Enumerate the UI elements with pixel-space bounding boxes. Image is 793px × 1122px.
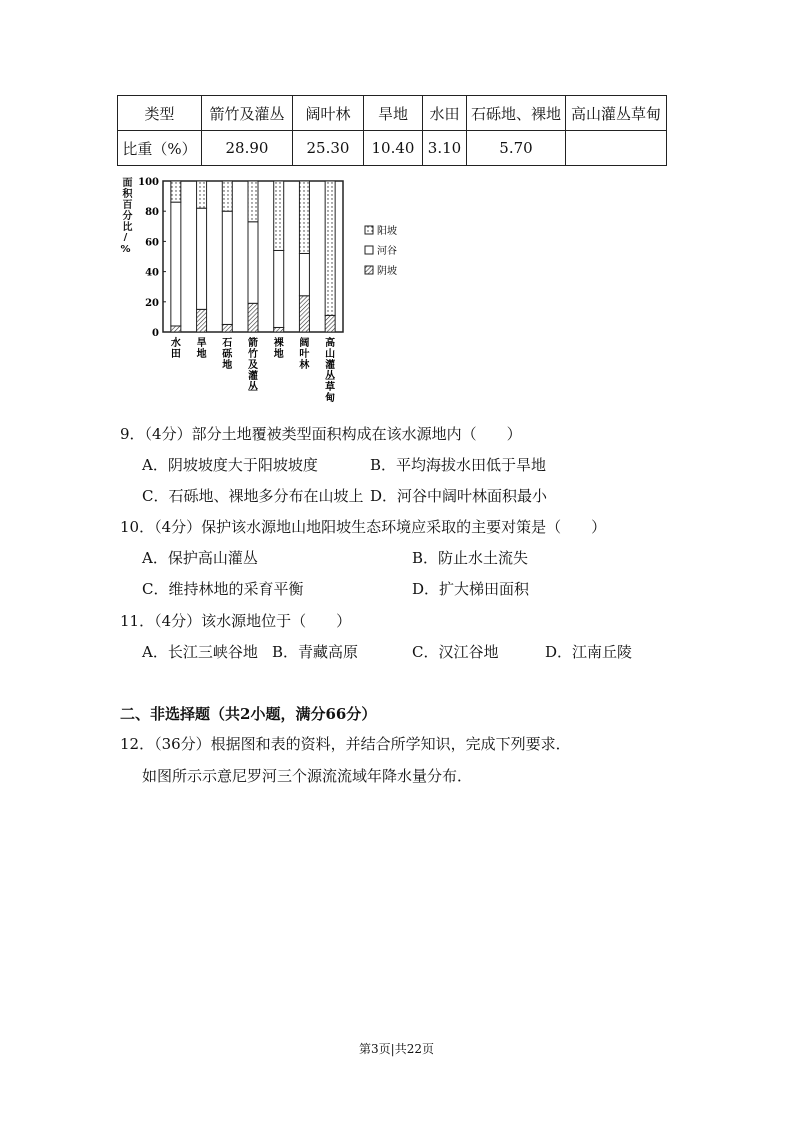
- x-tick-label: 箭竹及灌丛: [248, 338, 258, 393]
- bar-segment-河谷: [197, 208, 207, 309]
- bar-segment-阴坡: [248, 303, 258, 332]
- section-heading: 二、非选择题（共2小题，满分66分）: [120, 705, 377, 723]
- x-tick-label: 高山灌丛草甸: [325, 338, 336, 404]
- table-cell: 高山灌丛草甸: [566, 96, 667, 131]
- stacked-bar-chart: [115, 170, 415, 410]
- answer-option[interactable]: A．阴坡坡度大于阳坡坡度: [142, 456, 318, 474]
- y-axis-label: 面积百分比/%: [120, 177, 131, 256]
- bar-segment-阳坡: [197, 181, 207, 208]
- answer-option[interactable]: D．江南丘陵: [545, 643, 633, 661]
- question-stem: 10．（4分）保护该水源地山地阳坡生态环境应采取的主要对策是（ ）: [120, 518, 607, 536]
- table-row: [118, 131, 667, 166]
- table-cell: 水田: [423, 96, 467, 131]
- answer-option[interactable]: C．汉江谷地: [412, 643, 499, 661]
- bar-segment-阳坡: [325, 181, 335, 315]
- answer-option[interactable]: C．石砾地、裸地多分布在山坡上: [142, 487, 364, 505]
- bar-segment-阴坡: [299, 296, 309, 332]
- bar-segment-阴坡: [197, 309, 207, 332]
- x-tick-label: 阔叶林: [299, 338, 310, 371]
- legend-swatch: [365, 226, 373, 234]
- x-tick-label: 水田: [170, 338, 181, 360]
- table-cell: 旱地: [364, 96, 423, 131]
- legend-label: 阳坡: [377, 226, 397, 237]
- table-header-row: [118, 96, 667, 131]
- bar-segment-河谷: [222, 211, 232, 324]
- answer-option[interactable]: B．青藏高原: [272, 643, 359, 661]
- table-cell: 箭竹及灌丛: [202, 96, 293, 131]
- bar-segment-阳坡: [248, 181, 258, 222]
- answer-option[interactable]: A．保护高山灌丛: [142, 549, 258, 567]
- table-cell: 5.70: [467, 131, 566, 166]
- land-cover-table: [117, 95, 667, 166]
- question-12-stem: 12．（36分）根据图和表的资料，并结合所学知识，完成下列要求．: [120, 735, 571, 753]
- y-tick-label: 40: [145, 267, 159, 279]
- table-cell: [566, 131, 667, 166]
- y-tick-label: 20: [145, 297, 159, 309]
- table-cell: 比重（%）: [118, 131, 202, 166]
- bar-segment-阳坡: [171, 181, 181, 202]
- y-tick-label: 60: [145, 237, 159, 249]
- legend-swatch: [365, 266, 373, 274]
- question-12-text: 如图所示示意尼罗河三个源流流域年降水量分布．: [142, 767, 473, 785]
- bar-segment-河谷: [274, 250, 284, 327]
- bar-segment-河谷: [299, 253, 309, 295]
- answer-option[interactable]: A．长江三峡谷地: [142, 643, 258, 661]
- legend-label: 阴坡: [377, 266, 397, 277]
- bar-segment-阴坡: [274, 327, 284, 332]
- table-cell: 10.40: [364, 131, 423, 166]
- bar-segment-阳坡: [299, 181, 309, 253]
- page-footer: 第3页|共22页: [359, 1042, 434, 1056]
- y-tick-label: 0: [152, 328, 159, 339]
- answer-option[interactable]: D．扩大梯田面积: [412, 580, 530, 598]
- x-tick-label: 裸地: [273, 338, 284, 360]
- bar-segment-阳坡: [222, 181, 232, 211]
- table-cell: 3.10: [423, 131, 467, 166]
- bar-segment-阴坡: [325, 315, 335, 332]
- table-cell: 25.30: [293, 131, 364, 166]
- question-stem: 11．（4分）该水源地位于（ ）: [120, 612, 352, 630]
- table-cell: 石砾地、裸地: [467, 96, 566, 131]
- bar-segment-阴坡: [222, 324, 232, 332]
- answer-option[interactable]: B．防止水土流失: [412, 549, 529, 567]
- table-cell: 阔叶林: [293, 96, 364, 131]
- x-tick-label: 旱地: [196, 338, 207, 360]
- table-cell: 类型: [118, 96, 202, 131]
- legend-swatch: [365, 246, 373, 254]
- table-cell: 28.90: [202, 131, 293, 166]
- question-stem: 9．（4分）部分土地覆被类型面积构成在该水源地内（ ）: [120, 425, 522, 443]
- y-tick-label: 80: [145, 207, 159, 219]
- y-tick-label: 100: [138, 177, 159, 188]
- bar-segment-阴坡: [171, 326, 181, 332]
- answer-option[interactable]: D．河谷中阔叶林面积最小: [370, 487, 548, 505]
- answer-option[interactable]: B．平均海拔水田低于旱地: [370, 456, 547, 474]
- legend-label: 河谷: [377, 246, 397, 257]
- bar-segment-河谷: [171, 202, 181, 326]
- x-tick-label: 石砾地: [222, 338, 233, 371]
- bar-segment-阳坡: [274, 181, 284, 250]
- bar-segment-河谷: [248, 222, 258, 304]
- answer-option[interactable]: C．维持林地的采育平衡: [142, 580, 304, 598]
